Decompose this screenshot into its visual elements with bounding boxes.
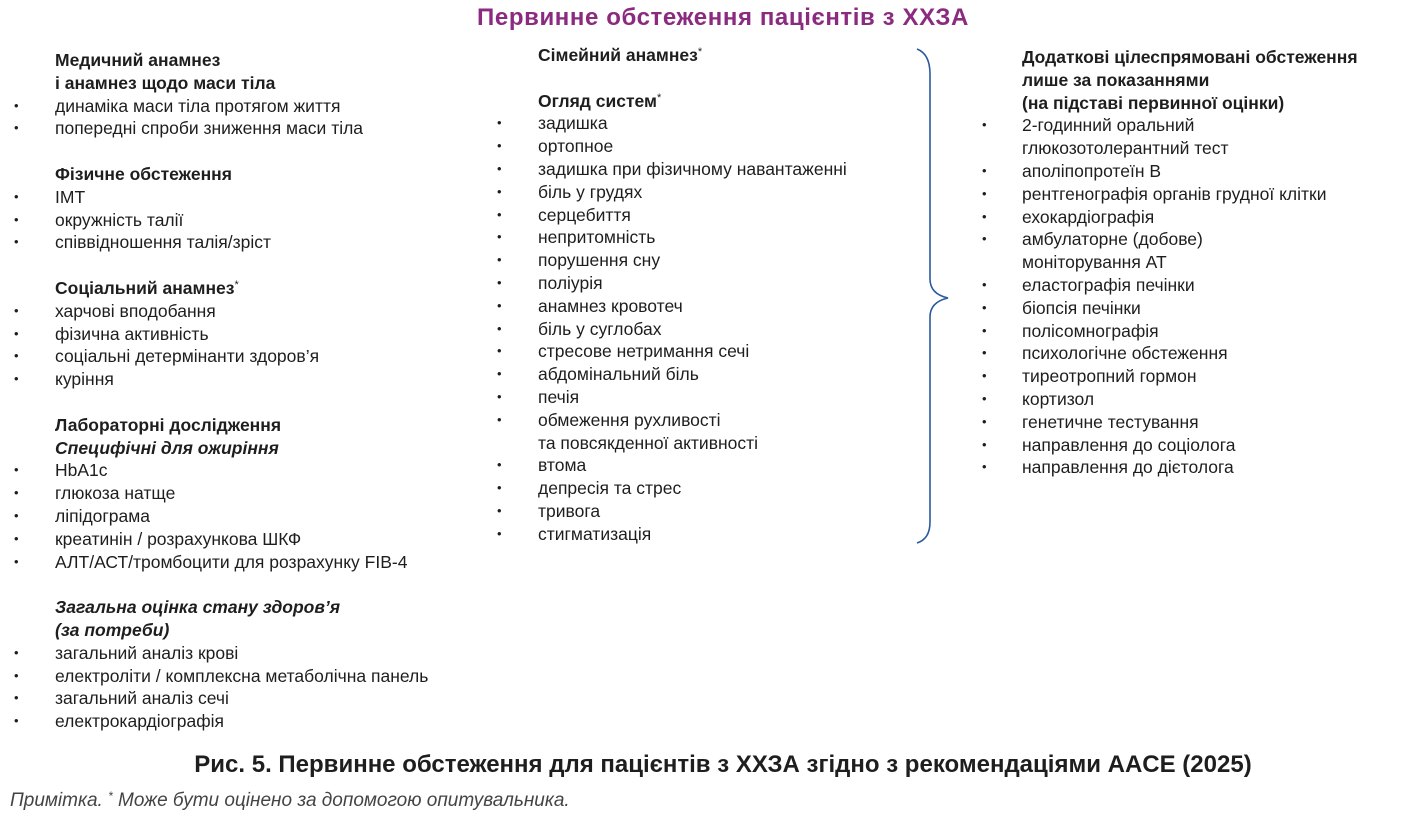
section-social-history (55, 277, 495, 391)
section-additional-tests (1022, 46, 1400, 479)
list-item: • абдомінальний біль (538, 363, 918, 386)
asterisk-mark: * (657, 91, 662, 104)
list-item: • біль у суглобах (538, 318, 918, 341)
list-item: • направлення до соціолога (1022, 434, 1400, 457)
list-item: • полісомнографія (1022, 320, 1400, 343)
asterisk-mark: * (108, 789, 113, 803)
list-item: • втома (538, 454, 918, 477)
list-item: • АЛТ/АСТ/тромбоцити для розрахунку FIB-4 (55, 551, 495, 574)
section-heading: Загальна оцінка стану здоров’я (за потреби) (55, 597, 341, 640)
section-heading: Медичний анамнез і анамнез щодо маси тіла (55, 50, 276, 93)
column-middle (538, 44, 918, 568)
list-item: • біопсія печінки (1022, 297, 1400, 320)
list-item: • харчові вподобання (55, 300, 495, 323)
list-item: • задишка при фізичному навантаженні (538, 158, 918, 181)
section-heading: Сімейний анамнез* (538, 45, 703, 65)
list-item: • тиреотропний гормон (1022, 365, 1400, 388)
section-subheading: Специфічні для ожиріння (55, 437, 279, 458)
asterisk-mark: * (697, 46, 703, 58)
section-heading: Фізичне обстеження (55, 163, 232, 184)
list-item: • стресове нетримання сечі (538, 340, 918, 363)
section-medical-history (55, 49, 495, 140)
list-item: • направлення до дієтолога (1022, 456, 1400, 479)
list-item: • ІМТ (55, 186, 495, 209)
list-item: • тривога (538, 500, 918, 523)
list-item: • біль у грудях (538, 181, 918, 204)
list-item: • амбулаторне (добове) моніторування АТ (1022, 228, 1400, 274)
list-item: • рентгенографія органів грудної клітки (1022, 183, 1400, 206)
list-item: • динаміка маси тіла протягом життя (55, 95, 495, 118)
bullet-list (538, 112, 918, 545)
column-left (55, 49, 495, 756)
list-item: • глюкоза натще (55, 482, 495, 505)
list-item: • аполіпопротеїн B (1022, 160, 1400, 183)
list-item: • загальний аналіз крові (55, 642, 495, 665)
bullet-list (55, 642, 495, 733)
brace-path (917, 49, 948, 543)
list-item: • стигматизація (538, 523, 918, 546)
list-item: • креатинін / розрахункова ШКФ (55, 528, 495, 551)
list-item: • HbA1c (55, 459, 495, 482)
section-heading: Додаткові цілеспрямовані обстеження лише за показаннями (на підставі первинної оцінки) (1022, 47, 1358, 113)
list-item: • серцебиття (538, 204, 918, 227)
list-item: • задишка (538, 112, 918, 135)
section-heading: Соціальний анамнез* (55, 277, 239, 298)
bullet-list (1022, 114, 1400, 479)
list-item: • обмеження рухливості та повсякденної активності (538, 409, 918, 455)
list-item: • еластографія печінки (1022, 274, 1400, 297)
list-item: • співвідношення талія/зріст (55, 231, 495, 254)
right-brace-icon (906, 44, 952, 544)
section-general-health (55, 596, 495, 733)
list-item: • електроліти / комплексна метаболічна панель (55, 665, 495, 688)
list-item: • анамнез кровотеч (538, 295, 918, 318)
list-item: • електрокардіографія (55, 710, 495, 733)
list-item: • соціальні детермінанти здоров’я (55, 345, 495, 368)
list-item: • попередні спроби зниження маси тіла (55, 117, 495, 140)
list-item: • окружність талії (55, 209, 495, 232)
bullet-list (55, 300, 495, 391)
list-item: • непритомність (538, 226, 918, 249)
section-family-history (538, 44, 918, 67)
list-item: • ехокардіографія (1022, 206, 1400, 229)
list-item: • порушення сну (538, 249, 918, 272)
bullet-list (55, 186, 495, 254)
asterisk-mark: * (234, 278, 239, 291)
figure-caption: Рис. 5. Первинне обстеження для пацієнтів з ХХЗА згідно з рекомендаціями AACE (2025) (194, 751, 1252, 778)
list-item: • кортизол (1022, 388, 1400, 411)
list-item: • куріння (55, 368, 495, 391)
section-heading: Лабораторні дослідження (55, 414, 282, 435)
page-title: Первинне обстеження пацієнтів з ХХЗА (477, 4, 969, 31)
section-physical-exam (55, 163, 495, 254)
bullet-list (55, 95, 495, 141)
list-item: • поліурія (538, 272, 918, 295)
footnote: Примітка. * Може бути оцінено за допомогою опитувальника. (10, 789, 570, 811)
section-lab-tests (55, 414, 495, 574)
list-item: • 2-годинний оральний глюкозотолерантний тест (1022, 114, 1400, 160)
list-item: • генетичне тестування (1022, 411, 1400, 434)
column-right (1022, 46, 1400, 502)
list-item: • загальний аналіз сечі (55, 687, 495, 710)
list-item: • ортопное (538, 135, 918, 158)
list-item: • депресія та стрес (538, 477, 918, 500)
bullet-list (55, 459, 495, 573)
section-systems-review (538, 90, 918, 546)
list-item: • ліпідограма (55, 505, 495, 528)
list-item: • печія (538, 386, 918, 409)
list-item: • фізична активність (55, 323, 495, 346)
list-item: • психологічне обстеження (1022, 342, 1400, 365)
section-heading: Огляд систем* (538, 90, 662, 111)
